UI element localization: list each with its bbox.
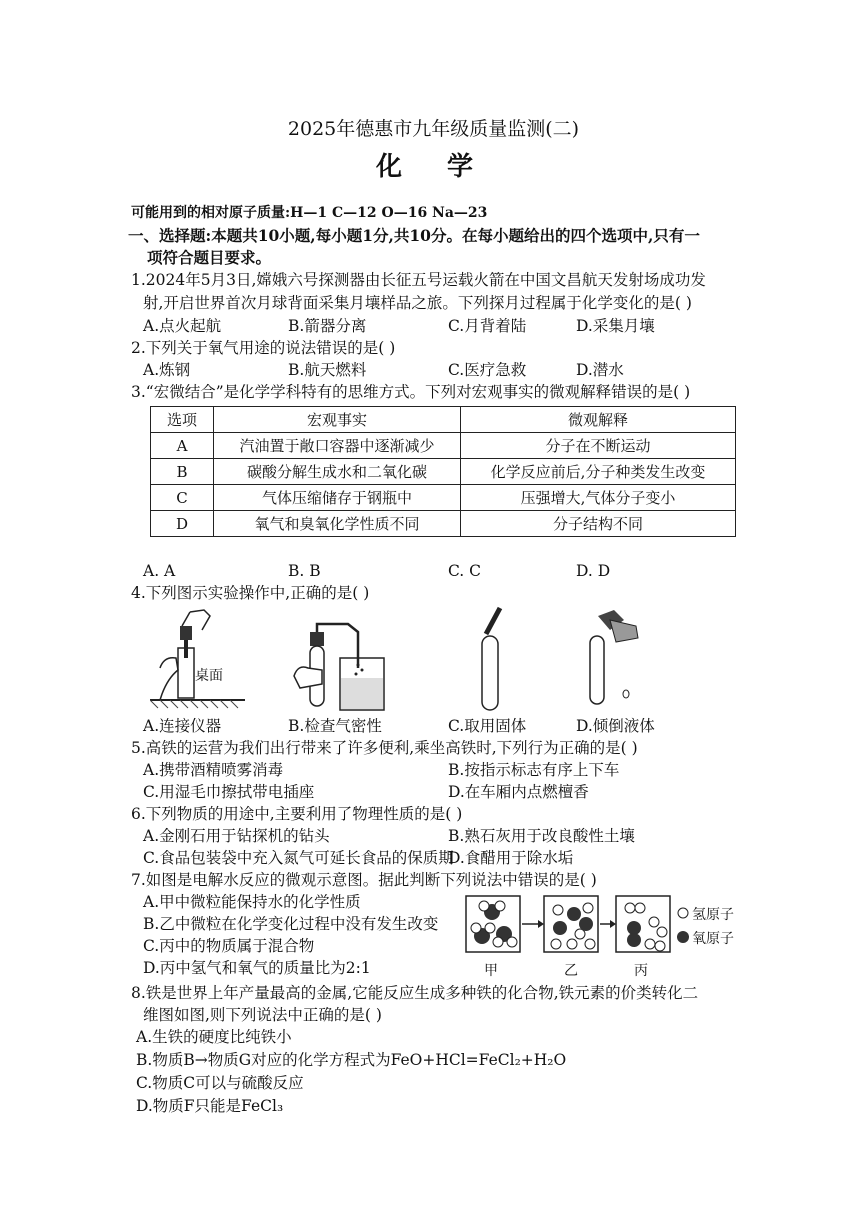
q8-line2: 维图如图,则下列说法中正确的是( ) <box>143 1006 382 1024</box>
table-header: 微观解释 <box>461 407 736 433</box>
q6-option-d[interactable]: D.食醋用于除水垢 <box>448 849 574 867</box>
q3-table <box>150 406 736 537</box>
section-heading-line2: 项符合题目要求。 <box>147 248 272 267</box>
table-row <box>151 511 736 537</box>
oxygen-atom-icon <box>676 930 690 944</box>
q8-option-a[interactable]: A.生铁的硬度比纯铁小 <box>136 1028 292 1046</box>
box-label-bing: 丙 <box>634 963 648 979</box>
q1-option-b[interactable]: B.箭器分离 <box>288 317 367 335</box>
table-cell: 分子在不断运动 <box>461 433 736 459</box>
q4-option-d[interactable]: D.倾倒液体 <box>576 717 655 735</box>
q2-option-a[interactable]: A.炼钢 <box>143 361 191 379</box>
q7-stem: 7.如图是电解水反应的微观示意图。据此判断下列说法中错误的是( ) <box>131 871 597 889</box>
q5-option-d[interactable]: D.在车厢内点燃檀香 <box>448 783 589 801</box>
table-row <box>151 433 736 459</box>
table-cell: 气体压缩储存于钢瓶中 <box>214 485 461 511</box>
table-row <box>151 485 736 511</box>
q2-stem: 2.下列关于氧气用途的说法错误的是( ) <box>131 339 396 357</box>
legend-hydrogen: 氢原子 <box>692 907 734 923</box>
hydrogen-atom-icon <box>676 906 690 920</box>
table-header: 宏观事实 <box>214 407 461 433</box>
q8-option-b[interactable]: B.物质B→物质G对应的化学方程式为FeO+HCl=FeCl₂+H₂O <box>136 1051 567 1069</box>
table-cell: 压强增大,气体分子变小 <box>461 485 736 511</box>
q1-option-d[interactable]: D.采集月壤 <box>576 317 655 335</box>
q3-option-d[interactable]: D. D <box>576 562 611 580</box>
q3-option-a[interactable]: A. A <box>143 562 176 580</box>
legend-oxygen: 氧原子 <box>692 931 734 947</box>
box-label-yi: 乙 <box>564 963 578 979</box>
q7-option-a[interactable]: A.甲中微粒能保持水的化学性质 <box>143 893 361 911</box>
table-cell: A <box>151 433 214 459</box>
airtightness-figure <box>288 618 388 714</box>
electrolysis-diagram <box>462 894 677 958</box>
take-solid-figure <box>470 606 510 714</box>
table-cell: C <box>151 485 214 511</box>
table-row <box>151 459 736 485</box>
pour-liquid-figure <box>580 608 650 712</box>
q1-option-a[interactable]: A.点火起航 <box>143 317 222 335</box>
q2-option-c[interactable]: C.医疗急救 <box>448 361 527 379</box>
q5-stem: 5.高铁的运营为我们出行带来了许多便利,乘坐高铁时,下列行为正确的是( ) <box>131 739 638 757</box>
q1-line2: 射,开启世界首次月球背面采集月壤样品之旅。下列探月过程属于化学变化的是( ) <box>143 294 692 312</box>
box-label-jia: 甲 <box>484 963 498 979</box>
q3-option-b[interactable]: B. B <box>288 562 321 580</box>
q4-stem: 4.下列图示实验操作中,正确的是( ) <box>131 584 370 602</box>
q8-option-d[interactable]: D.物质F只能是FeCl₃ <box>136 1097 284 1115</box>
q5-option-a[interactable]: A.携带酒精喷雾消毒 <box>143 761 284 779</box>
table-cell: 分子结构不同 <box>461 511 736 537</box>
table-cell: 化学反应前后,分子种类发生改变 <box>461 459 736 485</box>
q1-line1: 1.2024年5月3日,嫦娥六号探测器由长征五号运载火箭在中国文昌航天发射场成功发 <box>131 271 706 289</box>
q4-option-c[interactable]: C.取用固体 <box>448 717 527 735</box>
q6-option-c[interactable]: C.食品包装袋中充入氮气可延长食品的保质期 <box>143 849 454 867</box>
q5-option-c[interactable]: C.用湿毛巾擦拭带电插座 <box>143 783 315 801</box>
q3-option-c[interactable]: C. C <box>448 562 482 580</box>
q6-option-a[interactable]: A.金刚石用于钻探机的钻头 <box>143 827 330 845</box>
q1-option-c[interactable]: C.月背着陆 <box>448 317 527 335</box>
q7-option-c[interactable]: C.丙中的物质属于混合物 <box>143 937 315 955</box>
table-cell: 氧气和臭氧化学性质不同 <box>214 511 461 537</box>
exam-title: 2025年德惠市九年级质量监测(二) <box>287 118 580 140</box>
q2-option-d[interactable]: D.潜水 <box>576 361 624 379</box>
q8-line1: 8.铁是世界上年产量最高的金属,它能反应生成多种铁的化合物,铁元素的价类转化二 <box>131 984 699 1002</box>
q6-stem: 6.下列物质的用途中,主要利用了物理性质的是( ) <box>131 805 463 823</box>
q8-option-c[interactable]: C.物质C可以与硫酸反应 <box>136 1074 304 1092</box>
table-cell: 碳酸分解生成水和二氧化碳 <box>214 459 461 485</box>
q4-option-b[interactable]: B.检查气密性 <box>288 717 382 735</box>
desk-label: 桌面 <box>195 668 223 684</box>
q5-option-b[interactable]: B.按指示标志有序上下车 <box>448 761 620 779</box>
connect-instrument-figure <box>150 608 250 714</box>
q4-option-a[interactable]: A.连接仪器 <box>143 717 222 735</box>
table-header: 选项 <box>151 407 214 433</box>
atomic-mass-line: 可能用到的相对原子质量:H—1 C—12 O—16 Na—23 <box>131 205 488 221</box>
q6-option-b[interactable]: B.熟石灰用于改良酸性土壤 <box>448 827 635 845</box>
subject-title: 化 学 <box>375 152 492 182</box>
section-heading-line1: 一、选择题:本题共10小题,每小题1分,共10分。在每小题给出的四个选项中,只有一 <box>128 226 700 245</box>
table-cell: 汽油置于敞口容器中逐渐减少 <box>214 433 461 459</box>
table-cell: B <box>151 459 214 485</box>
q7-option-b[interactable]: B.乙中微粒在化学变化过程中没有发生改变 <box>143 915 439 933</box>
q2-option-b[interactable]: B.航天燃料 <box>288 361 367 379</box>
q3-stem: 3.“宏微结合”是化学学科特有的思维方式。下列对宏观事实的微观解释错误的是( ) <box>131 383 691 401</box>
q7-option-d[interactable]: D.丙中氢气和氧气的质量比为2:1 <box>143 959 371 977</box>
table-header-row <box>151 407 736 433</box>
table-cell: D <box>151 511 214 537</box>
